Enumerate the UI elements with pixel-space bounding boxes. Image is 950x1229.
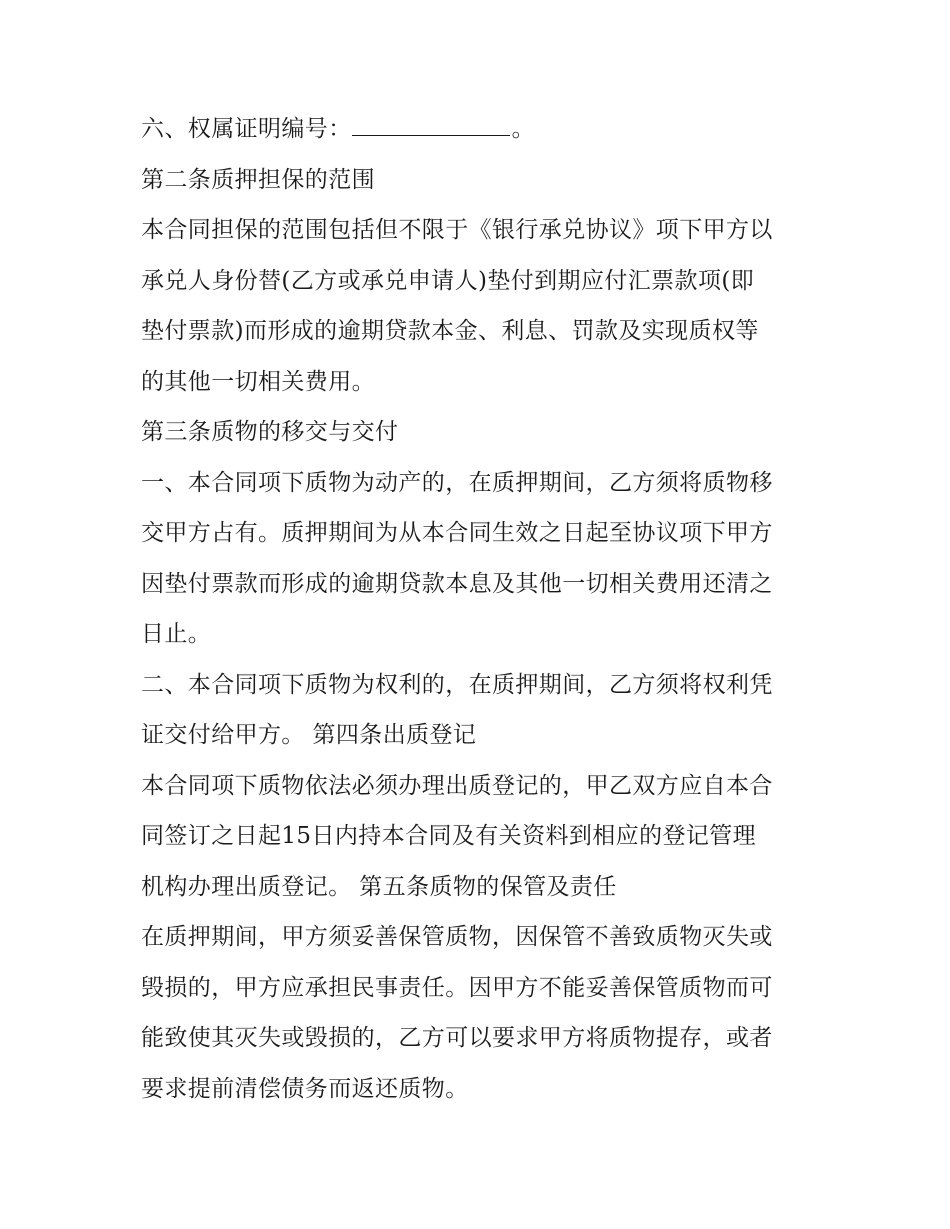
text-line: 机构办理出质登记。 第五条质物的保管及责任 xyxy=(141,873,617,900)
text-line: 一、本合同项下质物为动产的，在质押期间，乙方须将质物移 xyxy=(141,469,773,496)
line-suffix: 。 xyxy=(511,116,536,142)
section-heading: 第二条质押担保的范围 xyxy=(141,166,375,193)
text-line: 要求提前清偿债务而返还质物。 xyxy=(141,1075,469,1102)
text-line: 交甲方占有。质押期间为从本合同生效之日起至协议项下甲方 xyxy=(141,520,773,546)
text-line: 在质押期间，甲方须妥善保管质物，因保管不善致质物灭失或 xyxy=(141,924,773,950)
text-line: 日止。 xyxy=(141,621,212,647)
text-line: 垫付票款)而形成的逾期贷款本金、利息、罚款及实现质权等 xyxy=(141,318,759,344)
text-line: 因垫付票款而形成的逾期贷款本息及其他一切相关费用还清之 xyxy=(141,570,773,597)
section-heading: 第三条质物的移交与交付 xyxy=(141,419,399,445)
text-line-ownership-cert-number xyxy=(141,104,821,155)
text-line: 能致使其灭失或毁损的，乙方可以要求甲方将质物提存，或者 xyxy=(141,1025,773,1051)
text-line: 证交付给甲方。 第四条出质登记 xyxy=(141,722,477,748)
line-text: 六、权属证明编号： xyxy=(141,116,352,142)
text-line: 同签订之日起15日内持本合同及有关资料到相应的登记管理 xyxy=(141,823,757,849)
text-line: 本合同项下质物依法必须办理出质登记的，甲乙双方应自本合 xyxy=(141,772,773,799)
text-line: 二、本合同项下质物为权利的，在质押期间，乙方须将权利凭 xyxy=(141,671,773,698)
document-body xyxy=(141,104,821,1114)
fill-in-blank xyxy=(352,111,510,136)
text-line: 毁损的，甲方应承担民事责任。因甲方不能妥善保管质物而可 xyxy=(141,974,773,1001)
text-line: 承兑人身份替(乙方或承兑申请人)垫付到期应付汇票款项(即 xyxy=(141,267,755,294)
text-line: 本合同担保的范围包括但不限于《银行承兑协议》项下甲方以 xyxy=(141,217,773,243)
text-line: 的其他一切相关费用。 xyxy=(141,368,375,395)
